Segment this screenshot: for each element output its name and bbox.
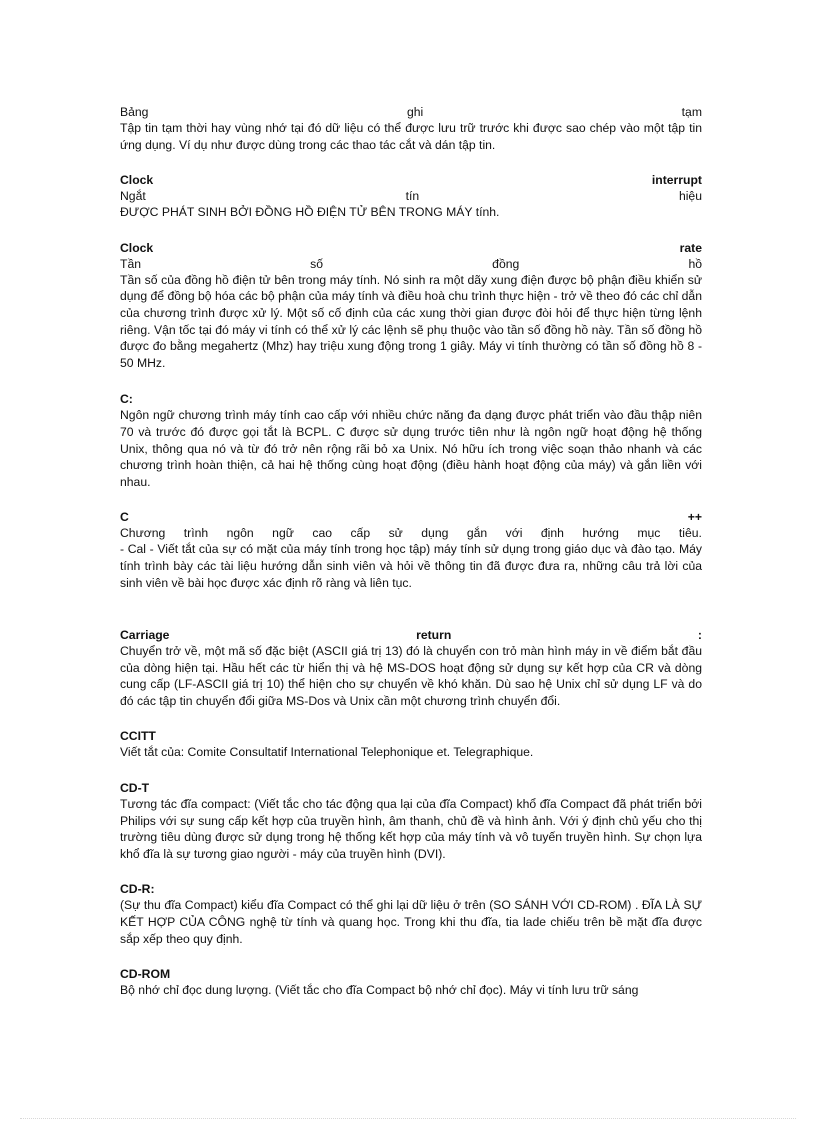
heading-word: rate bbox=[679, 240, 702, 255]
entry-heading bbox=[120, 391, 702, 407]
entry-subheading bbox=[120, 525, 702, 541]
heading-word: : bbox=[697, 628, 702, 643]
entry-text: (Sự thu đĩa Compact) kiểu đĩa Compact có thể ghi lại dữ liệu ở trên (SO SÁNH VỚI CD-ROM) . ĐĨA LÀ SỰ KẾT HỢP CỦA CÔNG nghệ từ tính và quang học. Trong khi thu đĩa, tia lade chiếu trên bề mặt đĩa được sắp xếp theo quy định. bbox=[120, 898, 702, 946]
entry-text: - Cal - Viết tắt của sự có mặt của máy tính trong học tập) máy tính sử dụng trong giáo dục và đào tạo. Máy tính trình bày các tài liệu hướng dẫn sinh viên và hỏi về thông tin đã được đưa ra, những câu trả lời của sinh viên về bài học được xác định rõ ràng và liên tục. bbox=[120, 542, 702, 590]
entry-heading bbox=[120, 172, 702, 188]
glossary-entry bbox=[120, 240, 702, 372]
glossary-entry bbox=[120, 104, 702, 153]
entry-text: Tập tin tạm thời hay vùng nhớ tại đó dữ liệu có thể được lưu trữ trước khi được sao chép vào một tập tin ứng dụng. Ví dụ như được dùng trong các thao tác cắt và dán tập tin. bbox=[120, 121, 702, 152]
subheading-word: tín bbox=[405, 189, 420, 204]
heading-word: CCITT bbox=[120, 729, 156, 744]
entry-heading bbox=[120, 966, 702, 982]
entry-text: Tần số của đồng hồ điện tử bên trong máy tính. Nó sinh ra một dãy xung điện được bộ phận điều khiển sử dụng để đồng bộ hóa các bộ phận của máy tính và điều hoà chu trình thực hiện - trở về theo đó các chỉ dẫn của chương trình được xử lý. Một số cố định của các xung thời gian được đòi hỏi để thực hiện từng lệnh riêng. Vận tốc tại đó máy vi tính có thể xử lý các lệnh sẽ phụ thuộc vào tần số đồng hồ này. Tần số đồng hồ được đo bằng megahertz (Mhz) hay triệu xung động trong 1 giây. Máy vi tính thường có tần số đồng hồ 8 - 50 MHz. bbox=[120, 272, 702, 370]
subheading-word: số bbox=[310, 256, 324, 271]
glossary-entry bbox=[120, 509, 702, 591]
heading-word: CD-R: bbox=[120, 882, 155, 897]
subheading-word: Ngắt bbox=[120, 189, 146, 204]
entry-subheading bbox=[120, 188, 702, 204]
heading-word: C: bbox=[120, 392, 133, 407]
entry-subheading bbox=[120, 256, 702, 272]
heading-word: CD-ROM bbox=[120, 967, 171, 982]
subheading-word: hiệu bbox=[678, 189, 702, 204]
subheading-word: Tần bbox=[120, 256, 142, 271]
subheading-word: mục bbox=[637, 526, 661, 541]
glossary-entry bbox=[120, 966, 702, 999]
heading-word: tạm bbox=[681, 105, 702, 119]
entry-text: Ngôn ngữ chương trình máy tính cao cấp với nhiều chức năng đa dạng được phát triển vào đầu thập niên 70 và trước đó được gọi tắt là BCPL. C được sử dụng trước tiên như là ngôn ngữ hoạt động hệ thống Unix, thông qua nó và từ đó trở nên rộng rãi bỏ xa Unix. Nó hữu ích trong việc soạn thảo nhanh và các chương trình hoàn thiện, cả hai hệ thống cùng hoạt động (điều hành hoạt động của máy) và gắn liền với nhau. bbox=[120, 408, 702, 489]
subheading-word: định bbox=[540, 526, 564, 541]
heading-word: Clock bbox=[120, 240, 154, 255]
glossary-entry bbox=[120, 391, 702, 490]
glossary-entry bbox=[120, 881, 702, 947]
subheading-word: ngữ bbox=[272, 526, 294, 541]
entry-heading bbox=[120, 240, 702, 256]
glossary-entry bbox=[120, 728, 702, 761]
heading-word: ++ bbox=[687, 510, 702, 525]
heading-word: C bbox=[120, 510, 129, 525]
entry-text: Chuyển trở về, một mã số đặc biệt (ASCII giá trị 13) đó là chuyển con trỏ màn hình máy in về điểm bắt đầu của dòng hiện tại. Hầu hết các từ hiển thị và hệ MS-DOS hoạt động sử dụng sự kết hợp của CR và dòng cung cấp (LF-ASCII giá trị 10) thể hiện cho sự chuyển về khó khăn. Dù sao hệ Unix chỉ sử dụng LF và do đó các tập tin chuyển đổi giữa MS-Dos và Unix cần một chương trình chuyển đổi. bbox=[120, 644, 702, 708]
entry-heading bbox=[120, 509, 702, 525]
subheading-word: hồ bbox=[688, 256, 702, 271]
heading-word: Carriage bbox=[120, 628, 170, 643]
subheading-word: sử bbox=[388, 526, 403, 541]
entry-text: Bộ nhớ chỉ đọc dung lượng. (Viết tắc cho đĩa Compact bộ nhớ chỉ đọc). Máy vi tính lưu trữ sáng bbox=[120, 983, 639, 998]
subheading-word: hướng bbox=[582, 526, 619, 541]
heading-word: Bảng bbox=[120, 105, 149, 119]
subheading-word: gắn bbox=[466, 526, 488, 541]
glossary-entry bbox=[120, 172, 702, 221]
heading-word: Clock bbox=[120, 173, 154, 188]
entry-text: Viết tắt của: Comite Consultatif International Telephonique et. Telegraphique. bbox=[120, 745, 534, 760]
subheading-word: dụng bbox=[421, 526, 449, 541]
entry-heading bbox=[120, 780, 702, 796]
heading-word: return bbox=[416, 628, 452, 643]
heading-word: ghi bbox=[406, 105, 424, 119]
entry-text: ĐƯỢC PHÁT SINH BỞI ĐỒNG HỒ ĐIỆN TỬ BÊN TRONG MÁY tính. bbox=[120, 205, 500, 220]
glossary-entry bbox=[120, 780, 702, 862]
entry-heading bbox=[120, 728, 702, 744]
heading-word: interrupt bbox=[651, 173, 702, 188]
glossary-entry bbox=[120, 627, 702, 709]
entry-text: Tương tác đĩa compact: (Viết tắc cho tác động qua lại của đĩa Compact) khổ đĩa Compact đã phát triển bởi Philips với sự sung cấp kết hợp của truyền hình, âm thanh, chủ đề và hình ảnh. Với ý định chủ yếu cho thị trường tiêu dùng được sử dụng trong hệ thống kết hợp của máy tính và vô tuyến truyền hình. Sự chọn lựa khổ đĩa là sự tương giao người - máy của truyền hình (DVI). bbox=[120, 797, 702, 861]
document-page bbox=[120, 104, 702, 999]
subheading-word: cao bbox=[312, 526, 332, 541]
subheading-word: ngôn bbox=[226, 526, 254, 541]
entry-heading bbox=[120, 627, 702, 643]
subheading-word: đồng bbox=[492, 256, 520, 271]
subheading-word: tiêu. bbox=[678, 526, 702, 541]
subheading-word: với bbox=[505, 526, 523, 541]
entry-heading bbox=[120, 104, 702, 120]
heading-word: CD-T bbox=[120, 781, 150, 796]
page-bottom-divider bbox=[20, 1118, 796, 1119]
subheading-word: Chương bbox=[120, 526, 166, 541]
subheading-word: cấp bbox=[350, 526, 371, 541]
subheading-word: trình bbox=[183, 526, 209, 541]
entry-heading bbox=[120, 881, 702, 897]
